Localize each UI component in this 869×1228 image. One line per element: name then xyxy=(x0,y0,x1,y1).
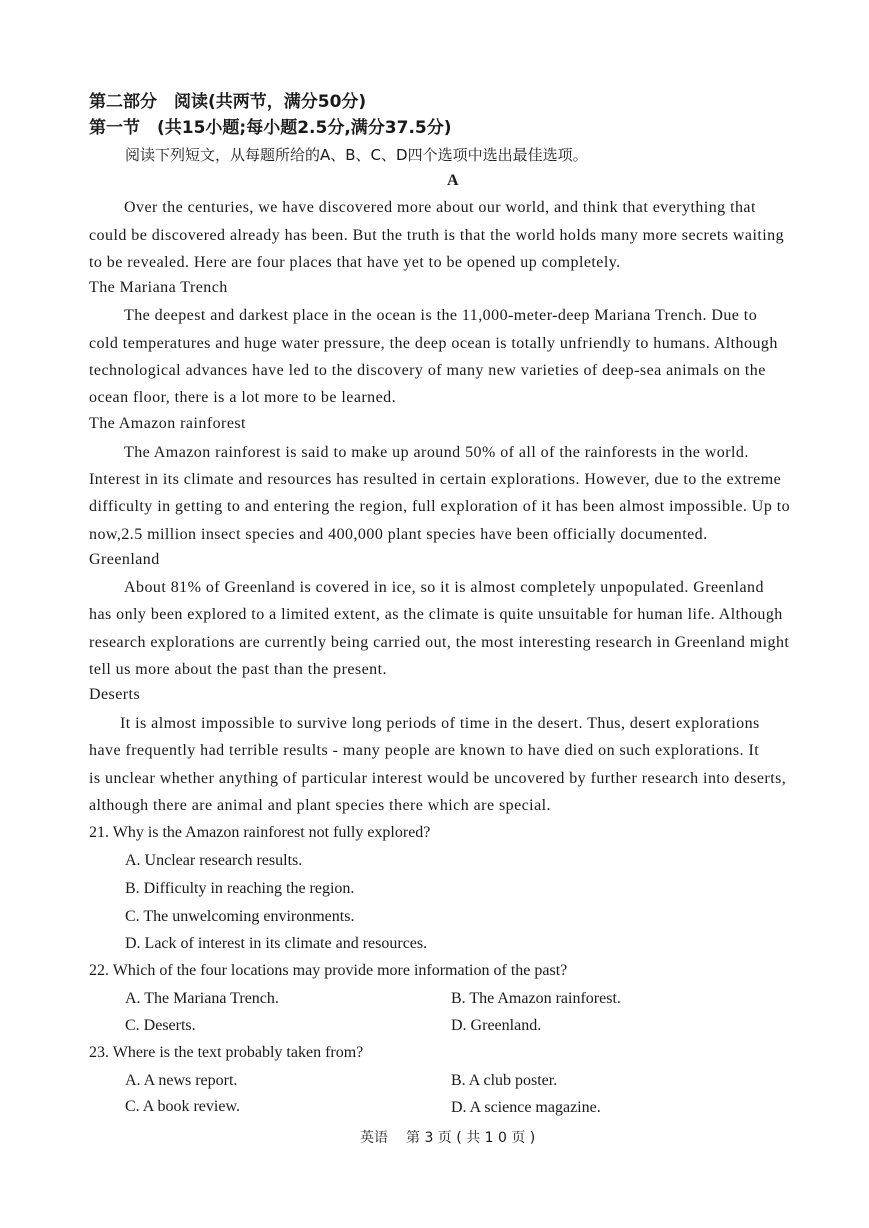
question-23-option-d[interactable]: D. A science magazine. xyxy=(451,1099,601,1116)
section-heading-deserts: Deserts xyxy=(89,686,141,703)
question-23-option-c[interactable]: C. A book review. xyxy=(125,1098,240,1115)
section-heading-amazon: The Amazon rainforest xyxy=(89,415,246,432)
instructions: 阅读下列短文，从每题所给的A、B、C、D四个选项中选出最佳选项。 xyxy=(125,146,588,164)
paragraph-line: cold temperatures and huge water pressure, the deep ocean is totally unfriendly to humans. Although xyxy=(89,335,778,352)
question-23-option-b[interactable]: B. A club poster. xyxy=(451,1072,558,1089)
section-title: 第一节 (共15小题;每小题2.5分,满分37.5分) xyxy=(89,118,452,138)
paragraph-line: The deepest and darkest place in the ocean is the 11,000-meter-deep Mariana Trench. Due to xyxy=(124,307,758,324)
footer-page-number: 第 3 页 ( 共 1 0 页 ) xyxy=(406,1130,536,1146)
question-22-option-b[interactable]: B. The Amazon rainforest. xyxy=(451,990,621,1007)
question-23-option-a[interactable]: A. A news report. xyxy=(125,1072,238,1089)
paragraph-line: technological advances have led to the discovery of many new varieties of deep-sea animals on the xyxy=(89,362,766,379)
paragraph-line: is unclear whether anything of particular interest would be uncovered by further research into deserts, xyxy=(89,770,787,787)
paragraph-line: although there are animal and plant species there which are special. xyxy=(89,797,551,814)
paragraph-line: has only been explored to a limited extent, as the climate is quite unsuitable for human life. Although xyxy=(89,606,783,623)
question-23-stem: 23. Where is the text probably taken from? xyxy=(89,1044,364,1061)
footer-subject: 英语 xyxy=(360,1130,388,1146)
section-heading-mariana: The Mariana Trench xyxy=(89,279,228,296)
intro-line: Over the centuries, we have discovered more about our world, and think that everything that xyxy=(124,199,756,216)
paragraph-line: now,2.5 million insect species and 400,000 plant species have been officially documented. xyxy=(89,526,708,543)
question-22-option-d[interactable]: D. Greenland. xyxy=(451,1017,542,1034)
question-21-option-b[interactable]: B. Difficulty in reaching the region. xyxy=(125,880,355,897)
question-21-option-c[interactable]: C. The unwelcoming environments. xyxy=(125,908,355,925)
paragraph-line: research explorations are currently being carried out, the most interesting research in Greenland might xyxy=(89,634,790,651)
paragraph-line: have frequently had terrible results - many people are known to have died on such explorations. It xyxy=(89,742,760,759)
paragraph-line: About 81% of Greenland is covered in ice, so it is almost completely unpopulated. Greenland xyxy=(124,579,764,596)
question-21-option-d[interactable]: D. Lack of interest in its climate and resources. xyxy=(125,935,428,952)
section-heading-greenland: Greenland xyxy=(89,551,160,568)
paragraph-line: Interest in its climate and resources has resulted in certain explorations. However, due to the extreme xyxy=(89,471,782,488)
question-21-option-a[interactable]: A. Unclear research results. xyxy=(125,852,303,869)
question-22-stem: 22. Which of the four locations may provide more information of the past? xyxy=(89,962,568,979)
question-22-option-a[interactable]: A. The Mariana Trench. xyxy=(125,990,279,1007)
paragraph-line: ocean floor, there is a lot more to be learned. xyxy=(89,389,397,406)
intro-line: could be discovered already has been. But the truth is that the world holds many more secrets waiting xyxy=(89,227,785,244)
passage-letter: A xyxy=(447,172,459,189)
question-21-stem: 21. Why is the Amazon rainforest not fully explored? xyxy=(89,824,431,841)
paragraph-line: tell us more about the past than the present. xyxy=(89,661,387,678)
paragraph-line: difficulty in getting to and entering the region, full exploration of it has been almost impossible. Up to xyxy=(89,498,791,515)
intro-line: to be revealed. Here are four places that have yet to be opened up completely. xyxy=(89,254,621,271)
paragraph-line: It is almost impossible to survive long periods of time in the desert. Thus, desert explorations xyxy=(120,715,760,732)
part-title: 第二部分 阅读(共两节，满分50分) xyxy=(89,92,367,112)
paragraph-line: The Amazon rainforest is said to make up around 50% of all of the rainforests in the world. xyxy=(124,444,749,461)
question-22-option-c[interactable]: C. Deserts. xyxy=(125,1017,196,1034)
